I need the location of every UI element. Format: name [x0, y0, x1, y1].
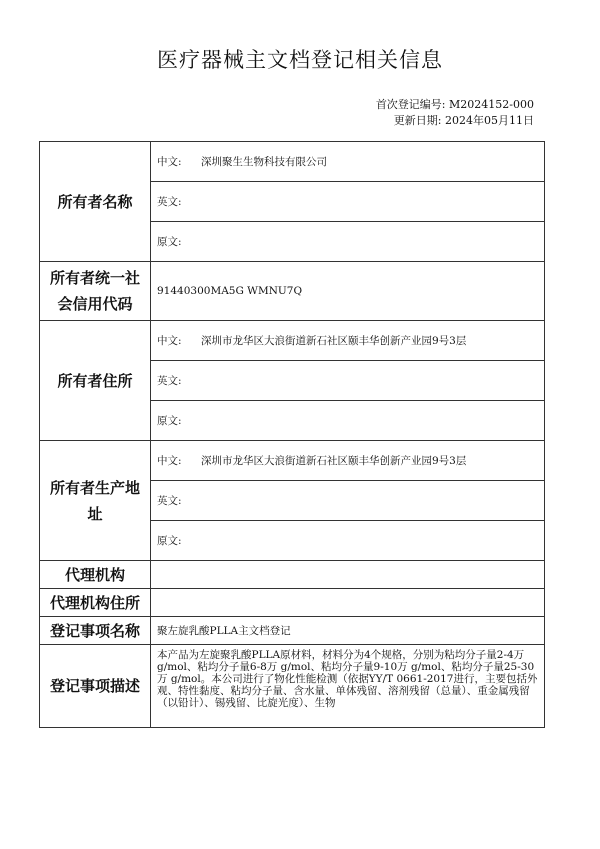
en-tag: 英文:: [157, 495, 182, 507]
owner-name-orig: [151, 222, 545, 262]
credit-code-label-line1: 所有者统一社: [49, 269, 140, 287]
owner-address-zh-value: 深圳市龙华区大浪街道新石社区颐丰华创新产业园9号3层: [201, 335, 467, 347]
agent-label: 代理机构: [40, 561, 151, 589]
credit-code-label: [40, 262, 151, 321]
item-desc-value: 本产品为左旋聚乳酸PLLA原材料，材料分为4个规格，分别为粘均分子量2-4万 g/mol、粘均分子量6-8万 g/mol、粘均分子量9-10万 g/mol、粘均分子量25-30万 g/mol。本公司进行了物化性能检测（依据YY/T 0661-2017进行，主要包括外观、特性黏度、粘均分子量、含水量、单体残留、溶剂残留（总量）、重金属残留（以铅计）、锡残留、比旋光度）、生物: [157, 649, 538, 709]
zh-tag: 中文:: [157, 335, 182, 347]
update-date: [394, 112, 534, 128]
production-address-orig: [151, 521, 545, 561]
update-date-label: 更新日期:: [393, 114, 442, 127]
credit-code-label-line2: 会信用代码: [57, 295, 133, 313]
production-address-zh: [151, 441, 545, 481]
en-tag: 英文:: [157, 375, 182, 387]
owner-name-label: 所有者名称: [40, 142, 151, 262]
zh-tag: 中文:: [157, 156, 182, 168]
registration-number-label: 首次登记编号:: [375, 98, 446, 111]
zh-tag: 中文:: [157, 455, 182, 467]
update-date-value: 2024年05月11日: [445, 114, 534, 127]
page-title: 医疗器械主文档登记相关信息: [157, 48, 443, 72]
owner-address-orig: [151, 401, 545, 441]
registration-table: [39, 141, 545, 728]
registration-number-value: M2024152-000: [449, 98, 534, 111]
owner-address-en: [151, 361, 545, 401]
agent-value: [151, 561, 545, 589]
production-address-zh-value: 深圳市龙华区大浪街道新石社区颐丰华创新产业园9号3层: [201, 455, 467, 467]
production-address-label-line2: 址: [87, 504, 103, 523]
production-address-label: [40, 441, 151, 561]
orig-tag: 原文:: [157, 535, 182, 547]
owner-address-zh: [151, 321, 545, 361]
item-desc-cell: [151, 645, 545, 728]
owner-name-zh: [151, 142, 545, 182]
owner-name-en: [151, 182, 545, 222]
agent-address-label: 代理机构住所: [40, 589, 151, 617]
registration-number: [376, 96, 534, 112]
owner-name-zh-value: 深圳聚生生物科技有限公司: [201, 156, 327, 168]
item-name-value: 聚左旋乳酸PLLA主文档登记: [151, 617, 545, 645]
production-address-label-line1: 所有者生产地: [49, 478, 140, 497]
production-address-en: [151, 481, 545, 521]
orig-tag: 原文:: [157, 415, 182, 427]
owner-address-label: 所有者住所: [40, 321, 151, 441]
en-tag: 英文:: [157, 196, 182, 208]
credit-code-value: 91440300MA5G WMNU7Q: [151, 262, 545, 321]
item-desc-label: 登记事项描述: [40, 645, 151, 728]
item-name-label: 登记事项名称: [40, 617, 151, 645]
agent-address-value: [151, 589, 545, 617]
orig-tag: 原文:: [157, 236, 182, 248]
